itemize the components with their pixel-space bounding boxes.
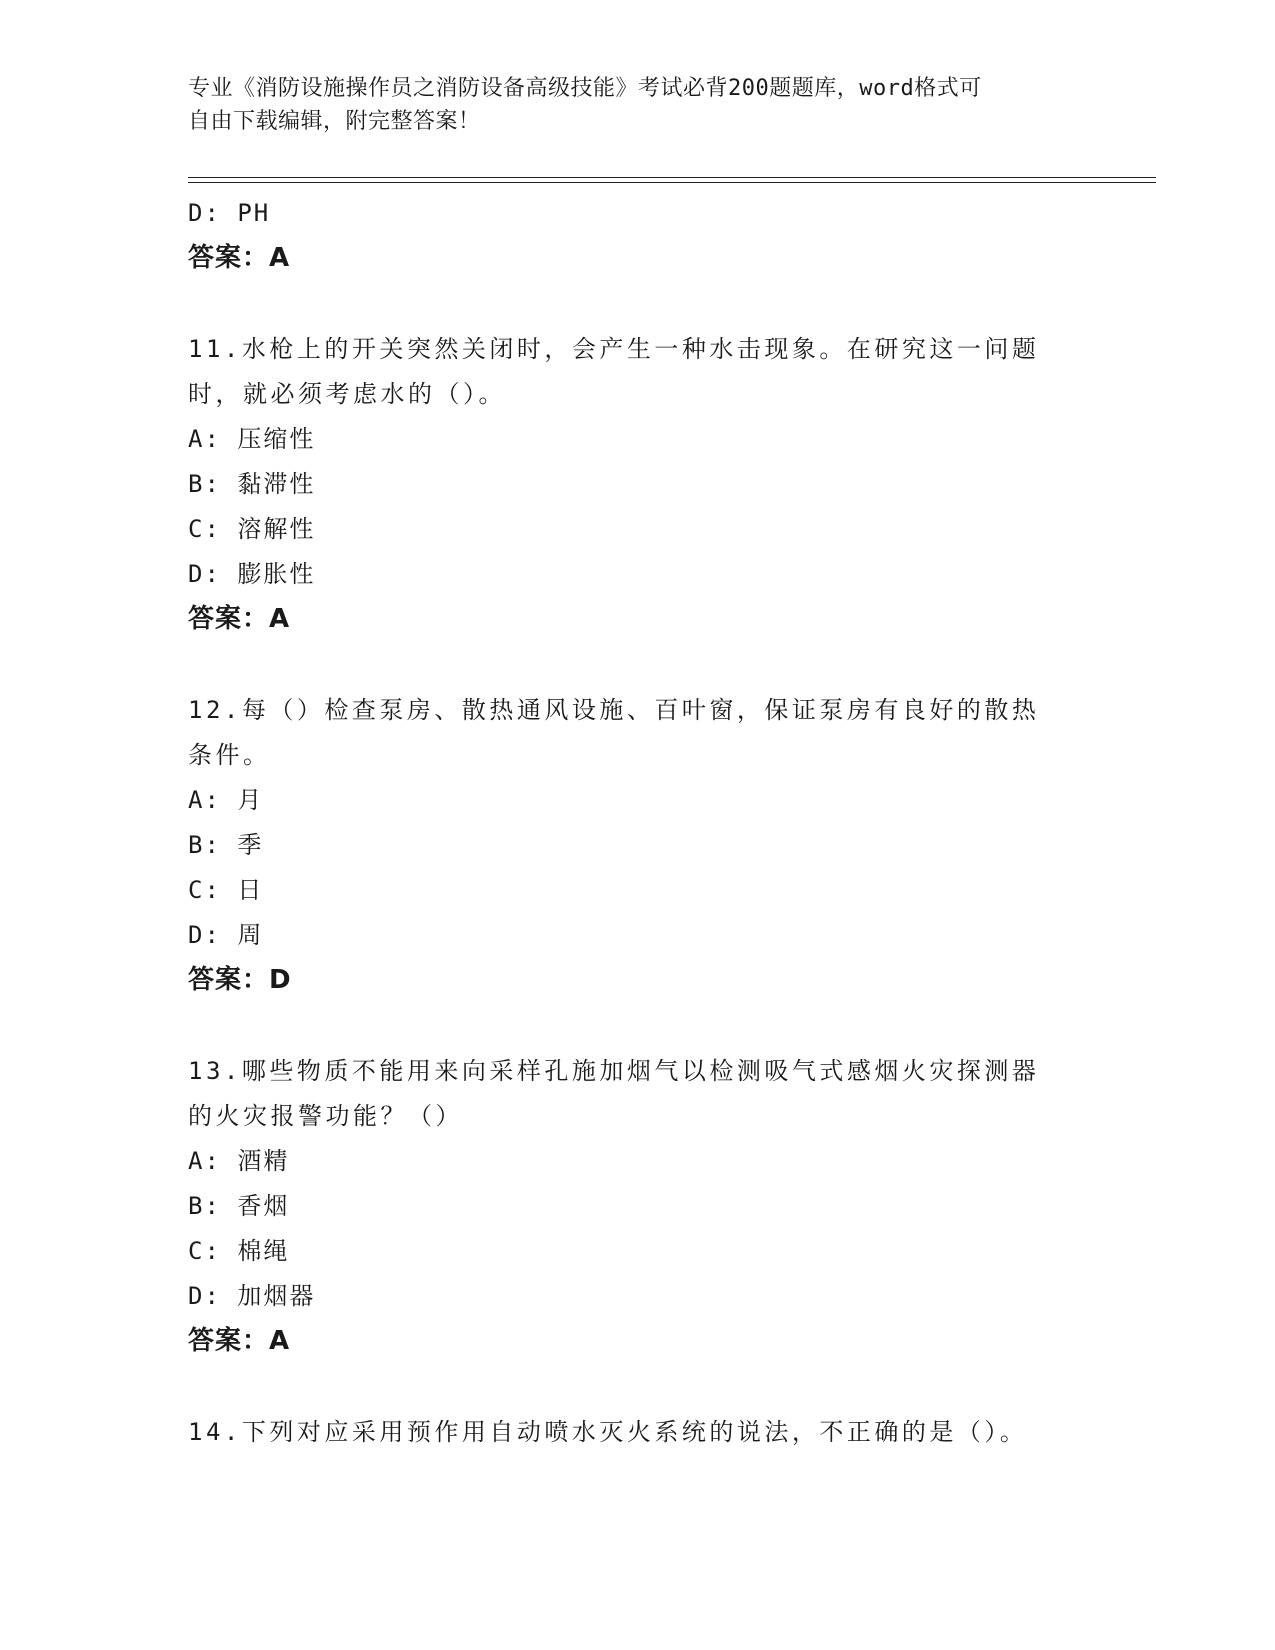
question-stem-line: 13.哪些物质不能用来向采样孔施加烟气以检测吸气式感烟火灾探测器 [188,1057,1040,1085]
option-a: A: 月 [188,786,264,814]
spacer [188,1364,1078,1410]
question-stem-line: 14.下列对应采用预作用自动喷水灭火系统的说法，不正确的是（）。 [188,1418,1028,1446]
answer-line: 答案：A [188,243,291,273]
question-stem-line: 时，就必须考虑水的（）。 [188,380,506,408]
option-c: C: 溶解性 [188,515,316,543]
question-13 [188,1049,1078,1364]
option-c: C: 棉绳 [188,1237,290,1265]
option-d: D: 膨胀性 [188,560,316,588]
question-list [188,191,1078,1455]
question-10-continuation [188,191,1078,281]
spacer [188,281,1078,327]
option-b: B: 黏滞性 [188,470,316,498]
option-d: D: PH [188,199,271,227]
question-11 [188,327,1078,642]
question-stem-line: 条件。 [188,741,271,769]
option-c: C: 日 [188,876,264,904]
option-b: B: 季 [188,831,264,859]
answer-line: 答案：A [188,604,291,634]
header-line-1: 专业《消防设施操作员之消防设备高级技能》考试必背200题题库，word格式可 [188,76,982,101]
option-d: D: 加烟器 [188,1282,316,1310]
header-divider-top [188,177,1156,178]
spacer [188,642,1078,688]
question-stem-line: 的火灾报警功能？（） [188,1102,463,1130]
question-12 [188,688,1078,1003]
question-stem-line: 12.每（）检查泵房、散热通风设施、百叶窗，保证泵房有良好的散热 [188,696,1040,724]
option-b: B: 香烟 [188,1192,290,1220]
option-d: D: 周 [188,921,264,949]
header-line-2: 自由下载编辑，附完整答案！ [188,109,481,134]
question-stem-line: 11.水枪上的开关突然关闭时，会产生一种水击现象。在研究这一问题 [188,335,1040,363]
header-divider-bottom [188,182,1156,183]
spacer [188,1003,1078,1049]
answer-line: 答案：D [188,965,292,995]
answer-line: 答案：A [188,1326,291,1356]
option-a: A: 酒精 [188,1147,290,1175]
option-a: A: 压缩性 [188,425,316,453]
document-header [188,72,1068,138]
question-14 [188,1410,1078,1455]
